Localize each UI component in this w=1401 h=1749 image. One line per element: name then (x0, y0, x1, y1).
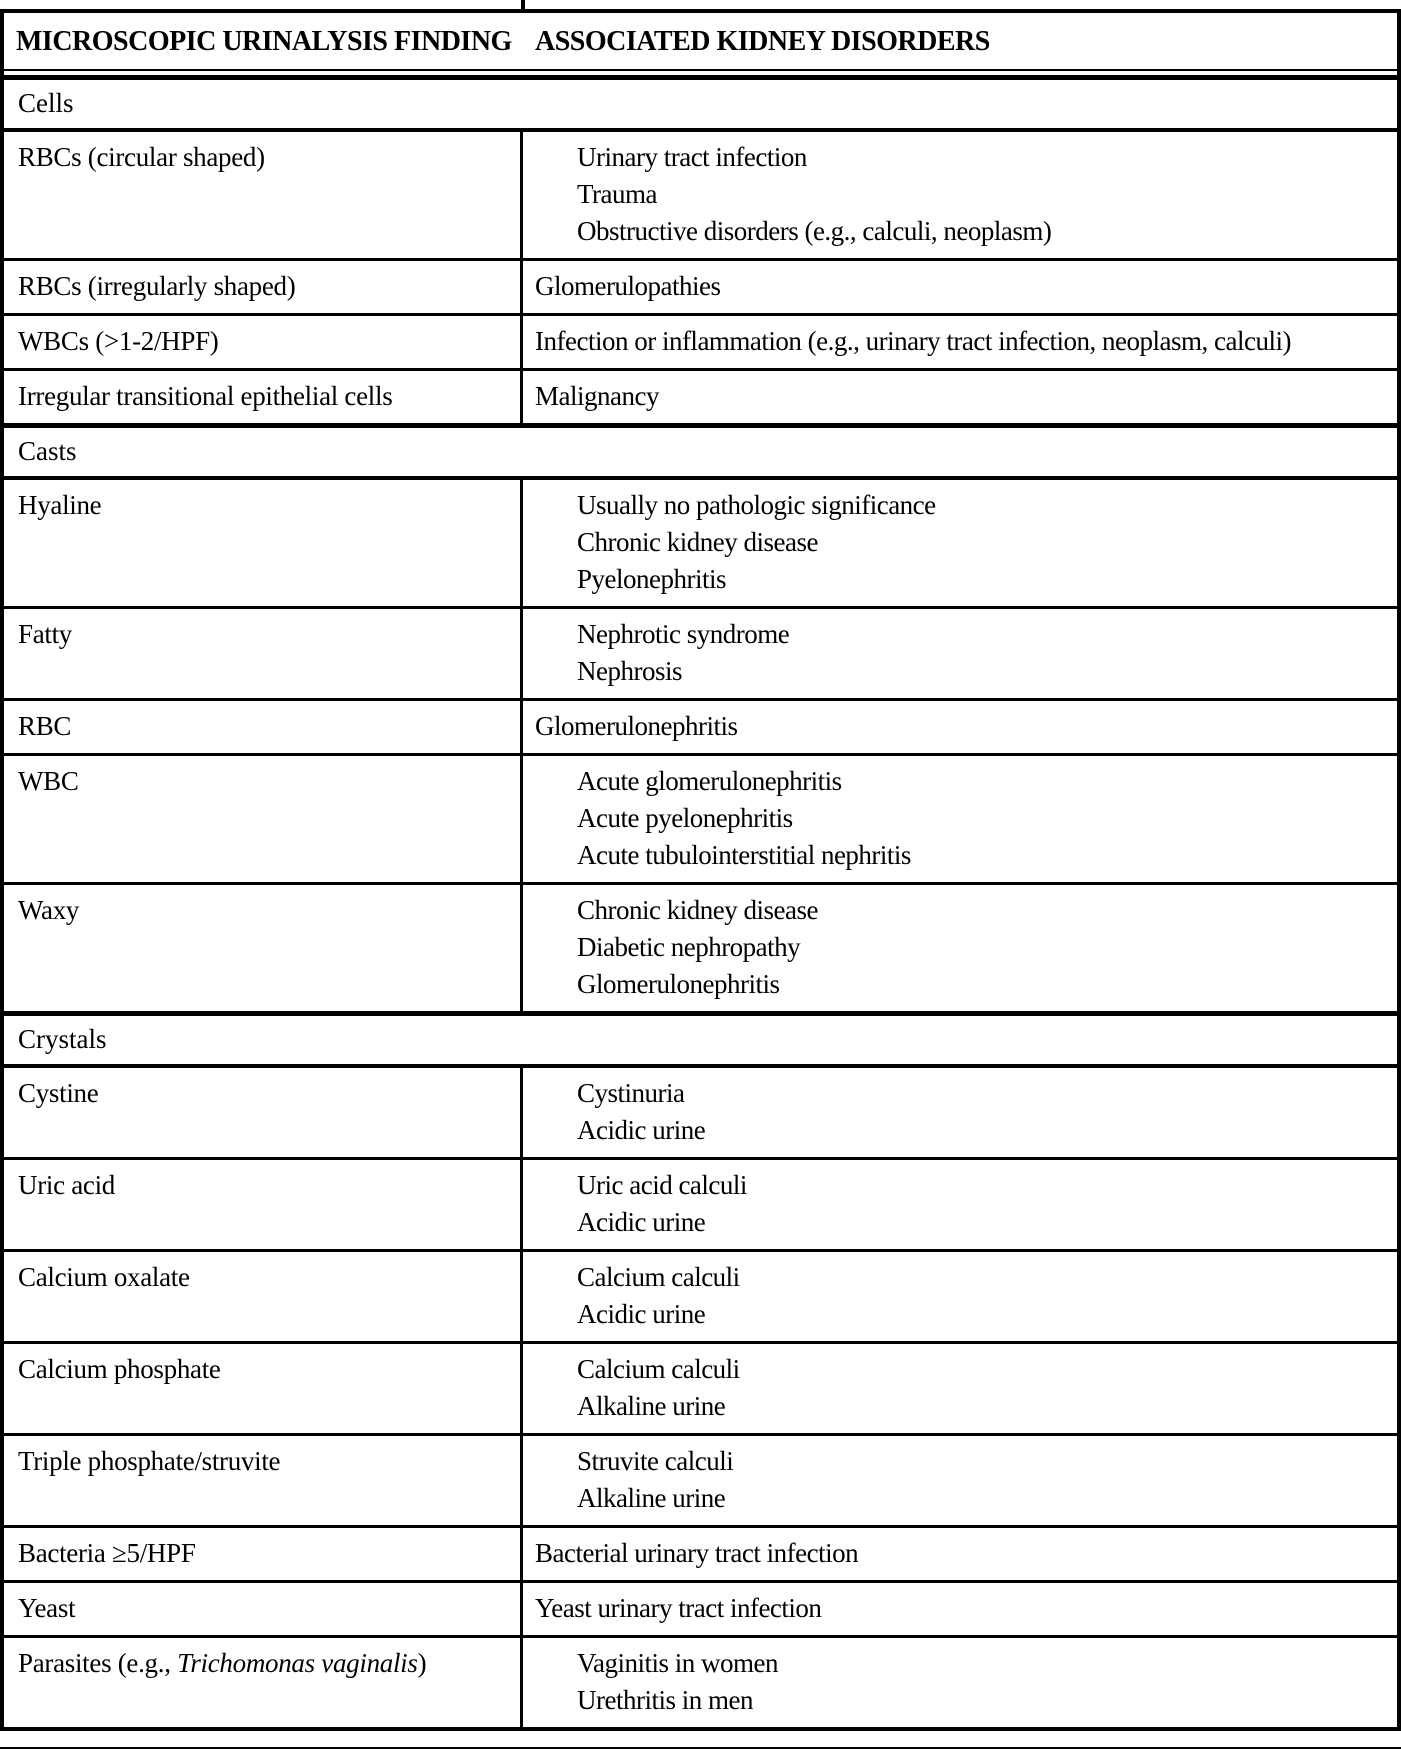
finding-cell: Waxy (4, 885, 523, 1011)
table-row (4, 316, 1397, 371)
section-row-casts: Casts (4, 426, 1397, 480)
disorder-line: Acidic urine (577, 1115, 706, 1145)
disorder-line: Struvite calculi (577, 1446, 734, 1476)
finding-cell: RBCs (irregularly shaped) (4, 261, 523, 313)
header-finding-label: MICROSCOPIC URINALYSIS FINDING (16, 26, 512, 57)
table-row (4, 1583, 1397, 1638)
disorder-line: Pyelonephritis (577, 564, 726, 594)
table-row (4, 1436, 1397, 1528)
table-row (4, 1528, 1397, 1583)
disorder-line: Urethritis in men (577, 1685, 753, 1715)
disorder-line: Urinary tract infection (577, 142, 807, 172)
column-divider-stub (521, 0, 525, 9)
disorder-line: Diabetic nephropathy (577, 932, 801, 962)
disorder-line: Chronic kidney disease (577, 895, 818, 925)
table-row (4, 1252, 1397, 1344)
finding-cell: Bacteria ≥5/HPF (4, 1528, 523, 1580)
disorders-cell (523, 1344, 1397, 1433)
disorder-line: Bacterial urinary tract infection (535, 1538, 859, 1568)
disorders-cell (523, 316, 1397, 368)
finding-cell: RBCs (circular shaped) (4, 132, 523, 258)
table-row (4, 701, 1397, 756)
table-row (4, 480, 1397, 609)
header-disorders-label: ASSOCIATED KIDNEY DISORDERS (535, 26, 990, 57)
disorders-cell (523, 261, 1397, 313)
disorders-cell (523, 756, 1397, 882)
finding-cell: Uric acid (4, 1160, 523, 1249)
table-row (4, 261, 1397, 316)
disorder-line: Yeast urinary tract infection (535, 1593, 822, 1623)
urinalysis-table (0, 9, 1401, 1731)
section-row-cells: Cells (4, 75, 1397, 132)
disorders-cell (523, 371, 1397, 423)
species-name-italic: Trichomonas vaginalis (177, 1648, 418, 1678)
table-row (4, 1160, 1397, 1252)
table-row (4, 1638, 1397, 1727)
disorders-cell (523, 1160, 1397, 1249)
disorder-line: Acute pyelonephritis (577, 803, 793, 833)
table-row (4, 756, 1397, 885)
finding-cell (4, 1638, 523, 1727)
disorder-line: Glomerulonephritis (535, 711, 738, 741)
table-row (4, 609, 1397, 701)
disorder-line: Acidic urine (577, 1299, 706, 1329)
disorder-line: Glomerulonephritis (577, 969, 780, 999)
finding-cell: Triple phosphate/struvite (4, 1436, 523, 1525)
disorders-cell (523, 1528, 1397, 1580)
disorder-line: Infection or inflammation (e.g., urinary tract infection, neoplasm, calculi) (535, 326, 1291, 356)
disorders-cell (523, 1583, 1397, 1635)
disorder-line: Vaginitis in women (577, 1648, 778, 1678)
finding-cell: Irregular transitional epithelial cells (4, 371, 523, 423)
disorder-line: Acute tubulointerstitial nephritis (577, 840, 911, 870)
table-row (4, 371, 1397, 426)
finding-cell: Cystine (4, 1068, 523, 1157)
disorders-cell (523, 132, 1397, 258)
disorder-line: Glomerulopathies (535, 271, 721, 301)
finding-cell: Yeast (4, 1583, 523, 1635)
disorder-line: Calcium calculi (577, 1262, 740, 1292)
table-row (4, 132, 1397, 261)
disorder-line: Uric acid calculi (577, 1170, 747, 1200)
finding-text: ) (417, 1648, 427, 1678)
disorder-line: Alkaline urine (577, 1483, 726, 1513)
disorder-line: Cystinuria (577, 1078, 685, 1108)
finding-cell: Calcium oxalate (4, 1252, 523, 1341)
table-row (4, 1068, 1397, 1160)
disorder-line: Chronic kidney disease (577, 527, 818, 557)
finding-cell: WBCs (>1-2/HPF) (4, 316, 523, 368)
disorder-line: Acidic urine (577, 1207, 706, 1237)
disorders-cell (523, 1436, 1397, 1525)
disorder-line: Acute glomerulonephritis (577, 766, 842, 796)
disorder-line: Obstructive disorders (e.g., calculi, neoplasm) (577, 216, 1052, 246)
finding-text: Parasites (e.g., (18, 1648, 178, 1678)
disorder-line: Alkaline urine (577, 1391, 726, 1421)
disorder-line: Trauma (577, 179, 658, 209)
section-row-crystals: Crystals (4, 1014, 1397, 1068)
finding-cell: WBC (4, 756, 523, 882)
finding-cell: RBC (4, 701, 523, 753)
finding-cell: Fatty (4, 609, 523, 698)
disorder-line: Usually no pathologic significance (577, 490, 936, 520)
table-row (4, 885, 1397, 1014)
table-header-row (4, 13, 1397, 71)
disorders-cell (523, 701, 1397, 753)
disorders-cell (523, 480, 1397, 606)
disorders-cell (523, 885, 1397, 1011)
disorder-line: Nephrosis (577, 656, 682, 686)
table-row (4, 1344, 1397, 1436)
disorders-cell (523, 1638, 1397, 1727)
disorder-line: Nephrotic syndrome (577, 619, 790, 649)
finding-cell: Calcium phosphate (4, 1344, 523, 1433)
disorders-cell (523, 1252, 1397, 1341)
disorder-line: Calcium calculi (577, 1354, 740, 1384)
disorder-line: Malignancy (535, 381, 659, 411)
disorders-cell (523, 1068, 1397, 1157)
disorders-cell (523, 609, 1397, 698)
finding-cell: Hyaline (4, 480, 523, 606)
